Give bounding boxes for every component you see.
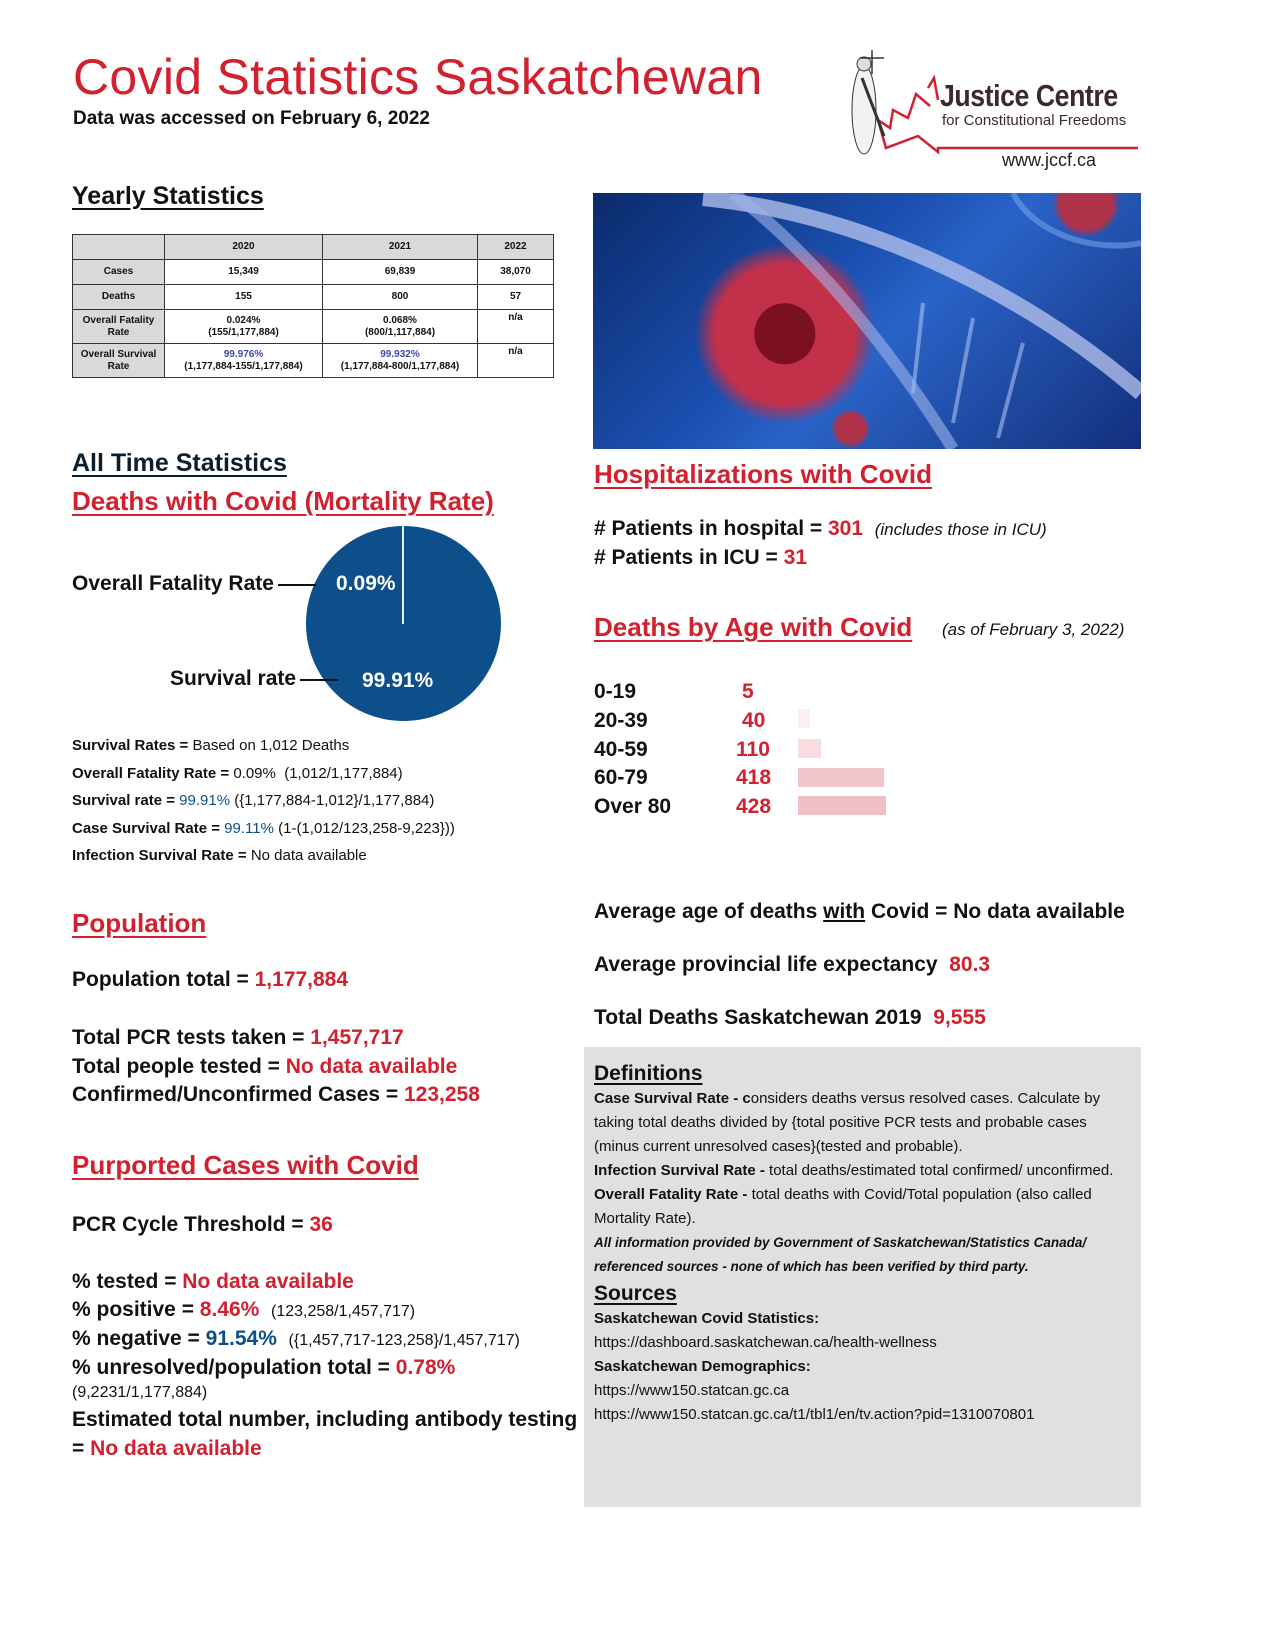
label: Total Deaths Saskatchewan 2019 xyxy=(594,1006,934,1029)
table-cell: 155 xyxy=(165,285,323,310)
logo-url-link[interactable]: www.jccf.ca xyxy=(1002,150,1097,170)
value: Covid = No data available xyxy=(865,900,1125,923)
table-cell: 800 xyxy=(323,285,478,310)
stat-value: 99.91% xyxy=(179,792,231,809)
yearly-stats-heading: Yearly Statistics xyxy=(72,182,264,210)
stat-label: Infection Survival Rate = xyxy=(72,847,251,864)
label: % positive = xyxy=(72,1298,200,1321)
stat-survival-rates xyxy=(72,737,349,754)
age-group-label: 0-19 xyxy=(594,680,637,703)
yearly-stats-table xyxy=(72,234,554,378)
stat-label: Case Survival Rate = xyxy=(72,820,225,837)
sources-heading: Sources xyxy=(594,1282,677,1305)
label: Total people tested = xyxy=(72,1055,286,1078)
age-bar xyxy=(798,709,810,728)
pie-slice-divider xyxy=(402,526,404,624)
value: 36 xyxy=(309,1213,333,1236)
unresolved-formula: (9,2231/1,177,884) xyxy=(72,1384,208,1401)
label: Average provincial life expectancy xyxy=(594,953,950,976)
age-bar xyxy=(798,796,886,815)
life-expectancy xyxy=(594,953,990,977)
table-row xyxy=(73,285,554,310)
label: Total PCR tests taken = xyxy=(72,1026,311,1049)
value: 8.46% xyxy=(199,1298,260,1321)
table-cell: 38,070 xyxy=(478,260,554,285)
source-label: Saskatchewan Demographics: xyxy=(594,1358,811,1375)
stat-value: Based on 1,012 Deaths xyxy=(192,737,350,754)
stat-infection-survival xyxy=(72,847,367,864)
age-group-value: 418 xyxy=(736,766,772,789)
stat-value: 0.09% xyxy=(233,765,276,782)
percent-tested xyxy=(72,1270,354,1294)
stat-label: Overall Fatality Rate = xyxy=(72,765,234,782)
source-link[interactable]: https://dashboard.saskatchewan.ca/health-wellness xyxy=(594,1334,937,1351)
column-header: 2020 xyxy=(165,235,323,260)
percent-negative xyxy=(72,1327,520,1351)
table-row xyxy=(73,260,554,285)
stat-value: 99.11% xyxy=(224,820,274,837)
value: 301 xyxy=(827,517,864,540)
cell-value: 99.932% xyxy=(380,348,420,360)
all-time-heading: All Time Statistics xyxy=(72,449,287,477)
label: % unresolved/population total = xyxy=(72,1356,396,1379)
value: No data available xyxy=(182,1270,354,1293)
table-header-row xyxy=(73,235,554,260)
stat-formula: ({1,177,884-1,012}/1,177,884) xyxy=(230,792,435,809)
value: 1,457,717 xyxy=(310,1026,404,1049)
disclaimer: All information provided by Government of Saskatchewan/Statistics Canada/ referenced sources - none of which has been verified by third party. xyxy=(594,1235,1087,1274)
age-group-value: 5 xyxy=(742,680,754,703)
value: No data available xyxy=(285,1055,458,1078)
hospitalizations-heading: Hospitalizations with Covid xyxy=(594,459,933,489)
label: # Patients in ICU = xyxy=(594,546,784,569)
age-group-label: Over 80 xyxy=(594,795,672,818)
logo-tagline: for Constitutional Freedoms xyxy=(942,112,1127,129)
definition-case-survival xyxy=(594,1087,1134,1159)
estimated-total-label: Estimated total number, including antibody testing xyxy=(72,1408,578,1431)
definition-infection-survival xyxy=(594,1159,1134,1183)
label: Confirmed/Unconfirmed Cases = xyxy=(72,1083,404,1106)
stat-label: Survival Rates = xyxy=(72,737,193,754)
population-heading: Population xyxy=(72,908,207,938)
population-total xyxy=(72,968,348,992)
age-group-label: 20-39 xyxy=(594,709,648,732)
value: 80.3 xyxy=(949,953,991,976)
patients-in-hospital xyxy=(594,517,1047,541)
note: (includes those in ICU) xyxy=(874,520,1047,539)
value: 0.78% xyxy=(395,1356,456,1379)
confirmed-cases xyxy=(72,1083,480,1107)
age-bar xyxy=(798,768,884,787)
percent-unresolved xyxy=(72,1356,455,1380)
column-header xyxy=(73,235,165,260)
table-cell: n/a xyxy=(478,310,554,344)
column-header: 2021 xyxy=(323,235,478,260)
term: Overall Fatality Rate - xyxy=(594,1186,752,1203)
stat-overall-fatality xyxy=(72,765,403,782)
row-header: Cases xyxy=(73,260,165,285)
pie-fatality-label: Overall Fatality Rate xyxy=(72,572,274,595)
stat-survival-rate xyxy=(72,792,434,809)
cell-value: 0.024% xyxy=(226,314,261,326)
estimated-total xyxy=(72,1437,262,1461)
table-row xyxy=(73,310,554,344)
column-header: 2022 xyxy=(478,235,554,260)
stat-label: Survival rate = xyxy=(72,792,180,809)
deaths-by-age-heading: Deaths by Age with Covid xyxy=(594,612,913,642)
table-cell: n/a xyxy=(478,344,554,378)
value: 1,177,884 xyxy=(254,968,349,991)
covid-virus-dna-image xyxy=(593,193,1141,449)
term: Infection Survival Rate - xyxy=(594,1162,770,1179)
pie-fatality-value: 0.09% xyxy=(336,572,396,595)
page-title: Covid Statistics Saskatchewan xyxy=(73,49,763,105)
age-group-value: 40 xyxy=(742,709,766,732)
definition-overall-fatality xyxy=(594,1183,1134,1231)
source-link[interactable]: https://www150.statcan.gc.ca/t1/tbl1/en/tv.action?pid=1310070801 xyxy=(594,1406,1035,1423)
label: Population total = xyxy=(72,968,255,991)
survival-leader-line xyxy=(300,679,338,681)
label: % negative = xyxy=(72,1327,206,1350)
definitions-heading: Definitions xyxy=(594,1062,703,1085)
value: 91.54% xyxy=(205,1327,277,1350)
table-cell xyxy=(323,310,478,344)
definition: total deaths with Covid/Total population (also called Mortality Rate). xyxy=(594,1186,1092,1227)
label: % tested = xyxy=(72,1270,183,1293)
fatality-leader-line xyxy=(278,584,316,586)
deaths-by-age-note: (as of February 3, 2022) xyxy=(942,620,1125,639)
value: 31 xyxy=(783,546,807,569)
age-group-value: 110 xyxy=(736,738,770,761)
label: # Patients in hospital = xyxy=(594,517,828,540)
row-header: Overall Fatality Rate xyxy=(73,310,165,344)
age-group-value: 428 xyxy=(736,795,772,818)
emphasis: with xyxy=(823,900,866,923)
age-bar xyxy=(798,739,821,758)
label: PCR Cycle Threshold = xyxy=(72,1213,310,1236)
value: 123,258 xyxy=(404,1083,480,1106)
cell-formula: (155/1,177,884) xyxy=(208,326,279,338)
row-header: Deaths xyxy=(73,285,165,310)
label: Average age of deaths xyxy=(594,900,824,923)
formula: ({1,457,717-123,258}/1,457,717) xyxy=(288,1332,520,1349)
definitions-box xyxy=(584,1047,1141,1507)
cell-formula: (1,177,884-800/1,177,884) xyxy=(340,360,460,372)
table-cell: 15,349 xyxy=(165,260,323,285)
source-link[interactable]: https://www150.statcan.gc.ca xyxy=(594,1382,790,1399)
patients-in-icu xyxy=(594,546,807,570)
table-cell xyxy=(165,310,323,344)
value: 9,555 xyxy=(933,1006,986,1029)
table-row xyxy=(73,344,554,378)
table-cell: 69,839 xyxy=(323,260,478,285)
stat-formula: (1-(1,012/123,258-9,223})) xyxy=(273,820,455,837)
deaths-heading: Deaths with Covid (Mortality Rate) xyxy=(72,486,494,516)
stat-value: No data available xyxy=(250,847,367,864)
people-tested xyxy=(72,1055,457,1079)
definition: total deaths/estimated total confirmed/ unconfirmed. xyxy=(769,1162,1114,1179)
cell-formula: (800/1,117,884) xyxy=(364,326,436,338)
cell-value: 99.976% xyxy=(223,348,264,360)
value: No data available xyxy=(90,1437,262,1460)
source-label: Saskatchewan Covid Statistics: xyxy=(594,1310,820,1327)
row-header: Overall Survival Rate xyxy=(73,344,165,378)
pcr-tests-total xyxy=(72,1026,404,1050)
dna-helix-icon xyxy=(593,193,1141,449)
cell-value: 0.068% xyxy=(383,314,417,326)
stat-case-survival xyxy=(72,820,455,837)
age-group-label: 40-59 xyxy=(594,738,648,761)
pie-survival-value: 99.91% xyxy=(362,669,434,692)
logo-name: Justice Centre xyxy=(940,78,1118,113)
percent-positive xyxy=(72,1298,415,1322)
stat-formula: (1,012/1,177,884) xyxy=(275,765,403,782)
pcr-cycle-threshold xyxy=(72,1213,333,1237)
access-date: Data was accessed on February 6, 2022 xyxy=(73,108,430,129)
label: = xyxy=(72,1437,91,1460)
average-age-of-deaths xyxy=(594,900,1125,924)
table-cell: 57 xyxy=(478,285,554,310)
total-deaths-2019 xyxy=(594,1006,986,1030)
age-group-label: 60-79 xyxy=(594,766,648,789)
table-cell xyxy=(165,344,323,378)
cell-formula: (1,177,884-155/1,177,884) xyxy=(184,360,303,372)
term: Case Survival Rate - c xyxy=(594,1090,751,1107)
purported-heading: Purported Cases with Covid xyxy=(72,1150,419,1180)
table-cell xyxy=(323,344,478,378)
definition: onsiders deaths versus resolved cases. Calculate by taking total deaths divided by {total positive PCR tests and probable cases (minus current unresolved cases}(tested and probable). xyxy=(594,1090,1101,1155)
formula: (123,258/1,457,717) xyxy=(271,1303,416,1320)
pie-survival-label: Survival rate xyxy=(170,667,297,690)
